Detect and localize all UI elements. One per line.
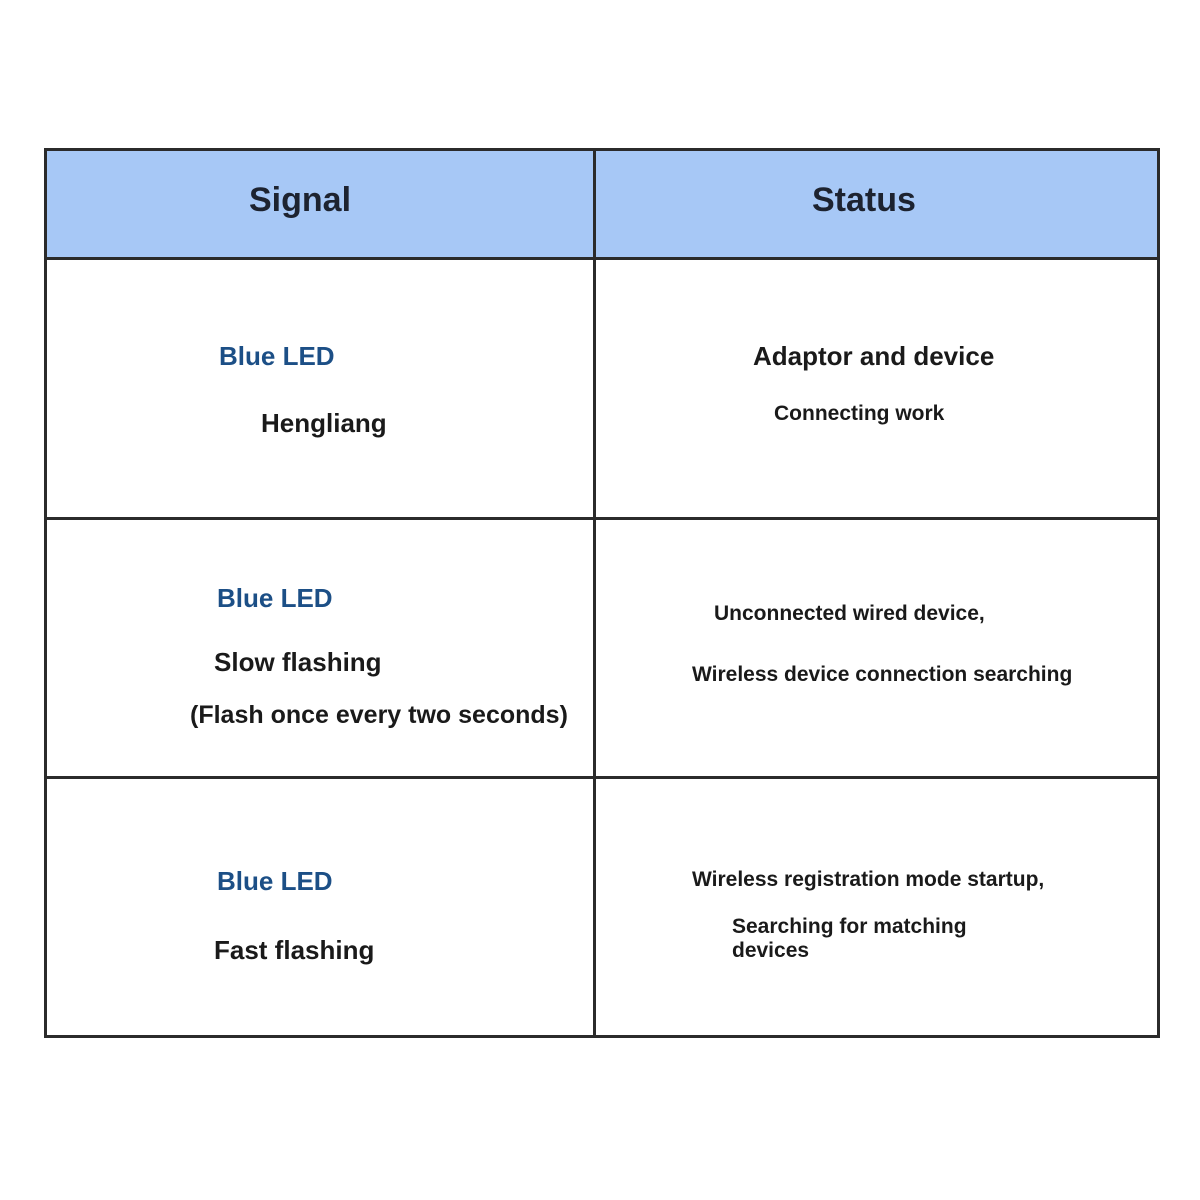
row2-status-line2: Wireless device connection searching xyxy=(692,663,1073,686)
header-signal: Signal xyxy=(249,181,352,219)
row1-status-detail: Connecting work xyxy=(774,402,945,425)
row-divider-2 xyxy=(47,776,1157,779)
row3-status-line1: Wireless registration mode startup, xyxy=(692,868,1045,891)
row2-status-line1: Unconnected wired device, xyxy=(714,602,985,625)
row1-signal-led: Blue LED xyxy=(219,341,335,371)
header-divider xyxy=(47,257,1157,260)
table-header-row xyxy=(47,151,1157,259)
row3-status-line2: Searching for matching devices xyxy=(732,915,967,962)
row2-signal-note: (Flash once every two seconds) xyxy=(190,701,568,729)
row-divider-1 xyxy=(47,517,1157,520)
row1-status-main: Adaptor and device xyxy=(753,341,995,371)
row2-signal-mode: Slow flashing xyxy=(214,647,382,677)
row3-signal-led: Blue LED xyxy=(217,866,333,896)
header-status: Status xyxy=(812,181,916,219)
row2-signal-led: Blue LED xyxy=(217,583,333,613)
row3-signal-mode: Fast flashing xyxy=(214,935,375,965)
row1-signal-mode: Hengliang xyxy=(261,408,387,438)
column-divider xyxy=(593,151,596,1035)
signal-status-table xyxy=(44,148,1160,1038)
